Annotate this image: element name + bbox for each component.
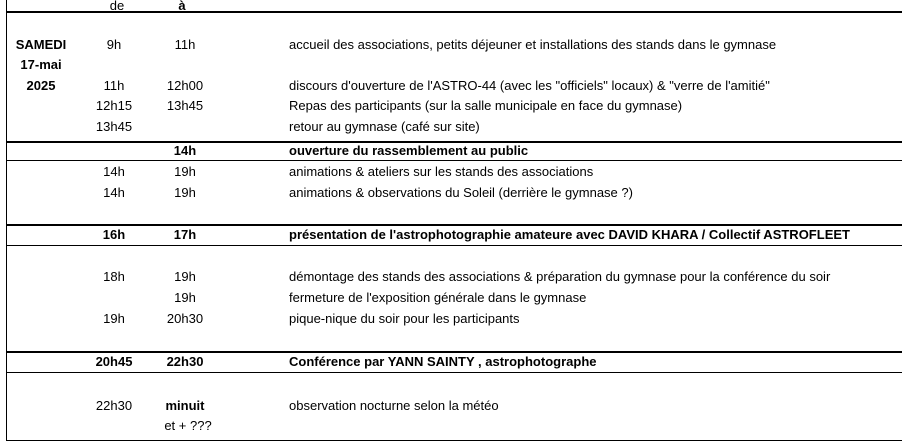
row-description: retour au gymnase (café sur site) [289,119,480,134]
row-to: 19h [174,185,196,200]
row-description: discours d'ouverture de l'ASTRO-44 (avec les "officiels" locaux) & "verre de l'amitié" [289,78,770,93]
row-description: observation nocturne selon la météo [289,398,499,413]
row-to: minuit [165,398,205,413]
row-description: fermeture de l'exposition générale dans le gymnase [289,290,587,305]
day-weekday: SAMEDI [15,37,67,52]
row-from: 16h [102,227,126,242]
schedule-table [6,0,902,441]
row-to: 19h [174,269,196,284]
row-description: accueil des associations, petits déjeuner et installations des stands dans le gymnase [289,37,777,52]
row-divider [6,372,902,373]
row-from: 12h15 [95,98,133,113]
row-from: 19h [103,311,125,326]
row-divider [6,351,902,353]
row-from: 18h [103,269,125,284]
row-to: 19h [174,164,196,179]
row-divider [6,245,902,246]
row-from: 14h [103,185,125,200]
row-to: 14h [173,143,197,158]
row-from: 9h [106,37,122,52]
row-to: 12h00 [166,78,204,93]
row-to: 11h [174,37,196,52]
header-to: à [178,0,186,13]
row-to: 19h [174,290,196,305]
row-from: 14h [103,164,125,179]
row-from: 20h45 [95,354,133,369]
row-from: 22h30 [95,398,133,413]
row-description: présentation de l'astrophotographie amateure avec DAVID KHARA / Collectif ASTROFLEET [289,227,850,242]
row-to: 17h [173,227,197,242]
day-date: 17-mai [20,57,62,72]
table-top-border [6,11,902,13]
row-description: Conférence par YANN SAINTY , astrophotographe [289,354,597,369]
row-from: 11h [103,78,125,93]
row-description: pique-nique du soir pour les participants [289,311,520,326]
row-to: 13h45 [166,98,204,113]
row-description: animations & observations du Soleil (derrière le gymnase ?) [289,185,633,200]
row-to-extra: et + ??? [164,418,212,433]
row-description: animations & ateliers sur les stands des associations [289,164,594,179]
row-description: Repas des participants (sur la salle municipale en face du gymnase) [289,98,683,113]
row-to: 20h30 [166,311,204,326]
row-description: ouverture du rassemblement au public [289,143,529,158]
row-from: 13h45 [95,119,133,134]
header-from: de [109,0,125,13]
row-description: démontage des stands des associations & préparation du gymnase pour la conférence du soir [289,269,831,284]
row-divider [6,160,902,161]
row-divider [6,224,902,226]
row-to: 22h30 [166,354,204,369]
day-year: 2025 [26,78,56,93]
